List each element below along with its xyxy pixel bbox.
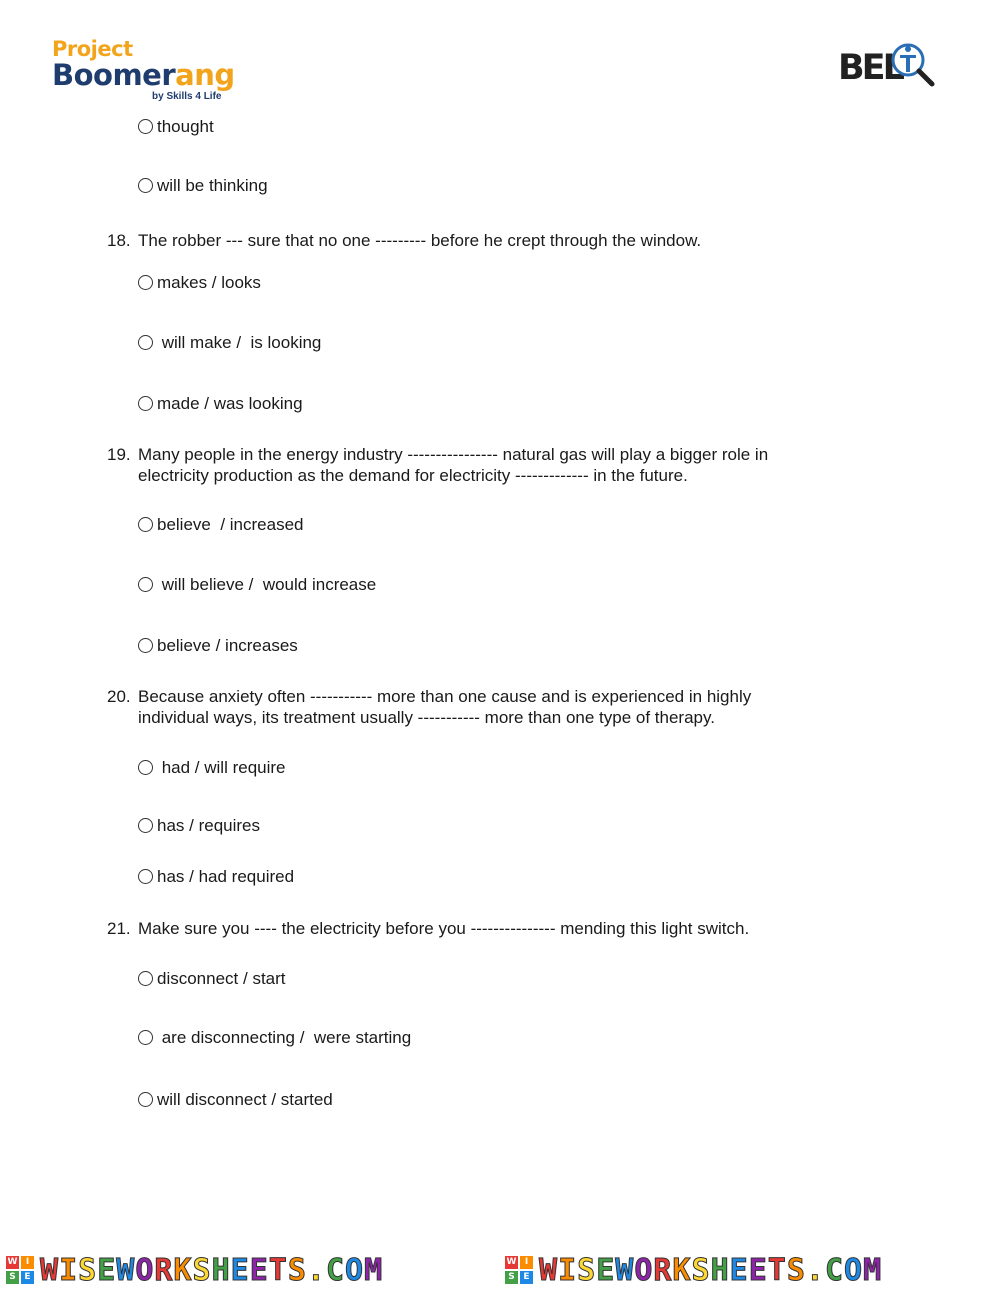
option-19a[interactable]	[138, 513, 303, 535]
radio-button[interactable]	[138, 869, 153, 884]
footer-letter: E	[249, 1253, 269, 1288]
footer-text-1	[40, 1254, 383, 1288]
footer-letter: E	[729, 1253, 749, 1288]
footer-letter: W	[615, 1253, 635, 1288]
option-20b[interactable]	[138, 814, 260, 836]
radio-button[interactable]	[138, 638, 153, 653]
belt-logo	[838, 40, 938, 90]
project-boomerang-logo	[52, 38, 262, 108]
footer-box-letter: E	[21, 1271, 34, 1284]
logo-tagline: by Skills 4 Life	[152, 91, 222, 102]
footer-letter: .	[805, 1253, 825, 1288]
footer-letter: S	[192, 1253, 212, 1288]
option-label: disconnect / start	[157, 968, 286, 988]
footer-letter: E	[97, 1253, 117, 1288]
option-19c[interactable]	[138, 634, 298, 656]
option-label: has / requires	[157, 815, 260, 835]
option-label: made / was looking	[157, 393, 303, 413]
option-label: makes / looks	[157, 272, 261, 292]
option-carryover-2[interactable]	[138, 174, 268, 196]
radio-button[interactable]	[138, 818, 153, 833]
question-text: The robber --- sure that no one --------- before he crept through the window.	[138, 231, 702, 250]
footer-letter: W	[116, 1253, 136, 1288]
radio-button[interactable]	[138, 760, 153, 775]
footer-letter: T	[268, 1253, 288, 1288]
footer-text-2	[539, 1254, 882, 1288]
logo-boomer: Boomer	[52, 58, 176, 92]
footer-letter: S	[78, 1253, 98, 1288]
footer-letter: .	[306, 1253, 326, 1288]
option-18b[interactable]	[138, 331, 321, 353]
footer-letter: H	[710, 1253, 730, 1288]
footer-letter: C	[824, 1253, 844, 1288]
footer-box-letter: I	[21, 1256, 34, 1269]
wiseworksheets-footer	[0, 1248, 1000, 1288]
option-label: believe / increased	[157, 514, 304, 534]
footer-box-letter: W	[506, 1257, 517, 1267]
radio-button[interactable]	[138, 1030, 153, 1045]
option-21a[interactable]	[138, 967, 286, 989]
footer-box-letter: I	[520, 1256, 533, 1269]
logo-ang: ang	[175, 58, 235, 92]
radio-button[interactable]	[138, 396, 153, 411]
option-label: thought	[157, 116, 214, 136]
question-text-line-2: electricity production as the demand for electricity ------------- in the future.	[138, 466, 688, 485]
radio-button[interactable]	[138, 178, 153, 193]
option-label: will believe / would increase	[157, 574, 377, 594]
question-number: 19.	[107, 445, 131, 464]
footer-letter: M	[364, 1253, 384, 1288]
footer-letter: R	[154, 1253, 174, 1288]
question-text-line-2: individual ways, its treatment usually ----------- more than one type of therapy.	[138, 708, 715, 727]
footer-letter: M	[863, 1253, 883, 1288]
footer-letter: O	[844, 1253, 864, 1288]
logo-line-boomerang	[52, 60, 262, 90]
option-label: believe / increases	[157, 635, 298, 655]
footer-letter: S	[287, 1253, 307, 1288]
footer-letter: O	[345, 1253, 365, 1288]
option-label: had / will require	[157, 757, 286, 777]
footer-letter: S	[786, 1253, 806, 1288]
option-20c[interactable]	[138, 865, 294, 887]
footer-letter: I	[558, 1253, 578, 1288]
question-number: 21.	[107, 919, 131, 938]
option-21b[interactable]	[138, 1026, 411, 1048]
footer-letter: C	[325, 1253, 345, 1288]
footer-box-letter: S	[505, 1271, 518, 1284]
footer-letter: O	[634, 1253, 654, 1288]
radio-button[interactable]	[138, 971, 153, 986]
footer-logo-box-1	[6, 1256, 36, 1286]
radio-button[interactable]	[138, 517, 153, 532]
footer-logo-box-2	[505, 1256, 535, 1286]
option-21c[interactable]	[138, 1088, 333, 1110]
question-text-line-1: Many people in the energy industry ---------------- natural gas will play a bigger role in	[138, 445, 769, 464]
footer-box-letter: W	[7, 1257, 18, 1267]
footer-letter: T	[767, 1253, 787, 1288]
radio-button[interactable]	[138, 335, 153, 350]
question-number: 20.	[107, 687, 131, 706]
question-text: Make sure you ---- the electricity before you --------------- mending this light switch.	[138, 919, 750, 938]
footer-letter: S	[577, 1253, 597, 1288]
question-number: 18.	[107, 231, 131, 250]
option-18c[interactable]	[138, 392, 303, 414]
footer-letter: O	[135, 1253, 155, 1288]
radio-button[interactable]	[138, 577, 153, 592]
question-text-line-1: Because anxiety often ----------- more than one cause and is experienced in highly	[138, 687, 752, 706]
footer-letter: R	[653, 1253, 673, 1288]
footer-letter: W	[40, 1253, 60, 1288]
footer-letter: E	[596, 1253, 616, 1288]
footer-letter: K	[173, 1253, 193, 1288]
footer-letter: E	[748, 1253, 768, 1288]
footer-letter: K	[672, 1253, 692, 1288]
footer-box-letter: S	[6, 1271, 19, 1284]
option-label: are disconnecting / were starting	[157, 1027, 412, 1047]
option-20a[interactable]	[138, 756, 286, 778]
footer-box-letter: E	[520, 1271, 533, 1284]
magnifier-person-icon	[890, 40, 938, 88]
footer-letter: H	[211, 1253, 231, 1288]
option-label: will disconnect / started	[157, 1089, 333, 1109]
option-carryover-1[interactable]	[138, 115, 214, 137]
logo-line-project: Project	[52, 37, 133, 61]
footer-letter: I	[59, 1253, 79, 1288]
option-label: has / had required	[157, 866, 295, 886]
radio-button[interactable]	[138, 275, 153, 290]
option-19b[interactable]	[138, 573, 376, 595]
belt-logo-text: BEL	[838, 48, 902, 88]
footer-letter: S	[691, 1253, 711, 1288]
radio-button[interactable]	[138, 119, 153, 134]
option-label: will be thinking	[157, 175, 268, 195]
option-18a[interactable]	[138, 271, 261, 293]
footer-letter: W	[539, 1253, 559, 1288]
option-label: will make / is looking	[157, 332, 322, 352]
footer-letter: E	[230, 1253, 250, 1288]
radio-button[interactable]	[138, 1092, 153, 1107]
